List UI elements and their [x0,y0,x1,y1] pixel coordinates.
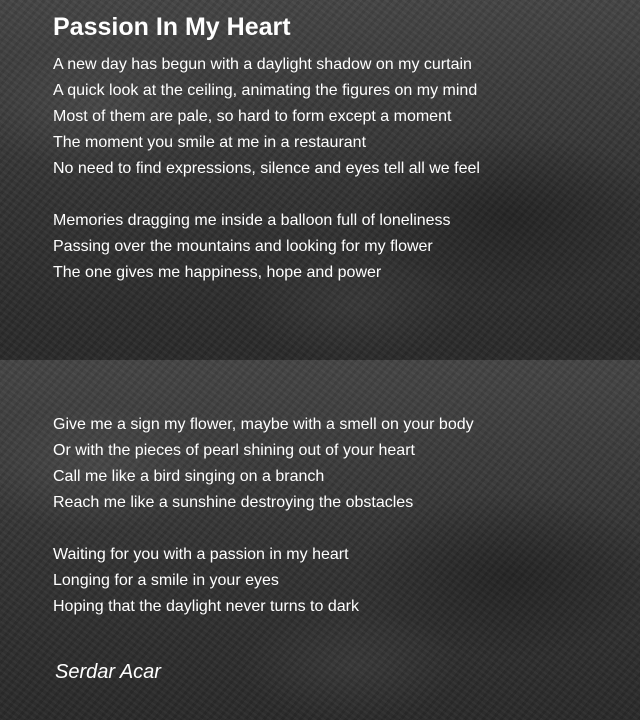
poem-line: A new day has begun with a daylight shadow on my curtain [53,56,472,73]
poem-line: Most of them are pale, so hard to form except a moment [53,108,452,125]
poem-line: Memories dragging me inside a balloon full of loneliness [53,212,451,229]
poem-title: Passion In My Heart [53,13,291,41]
stanza-1 [53,52,480,182]
poem-line: No need to find expressions, silence and eyes tell all we feel [53,160,480,177]
poem-line: Longing for a smile in your eyes [53,572,279,589]
stanza-4 [53,542,359,620]
poem-line: Waiting for you with a passion in my heart [53,546,349,563]
author-name: Serdar Acar [55,661,161,683]
poem-line: Passing over the mountains and looking for my flower [53,238,433,255]
poem-line: The moment you smile at me in a restaurant [53,134,367,151]
stanza-3 [53,412,474,516]
poem-line: The one gives me happiness, hope and power [53,264,382,281]
poem-line: Call me like a bird singing on a branch [53,468,325,485]
poem-line: Give me a sign my flower, maybe with a smell on your body [53,416,474,433]
poem-line: Reach me like a sunshine destroying the obstacles [53,494,414,511]
poem-line: Hoping that the daylight never turns to dark [53,598,359,615]
stanza-2 [53,208,451,286]
poem-line: A quick look at the ceiling, animating the figures on my mind [53,82,478,99]
poem-line: Or with the pieces of pearl shining out of your heart [53,442,415,459]
